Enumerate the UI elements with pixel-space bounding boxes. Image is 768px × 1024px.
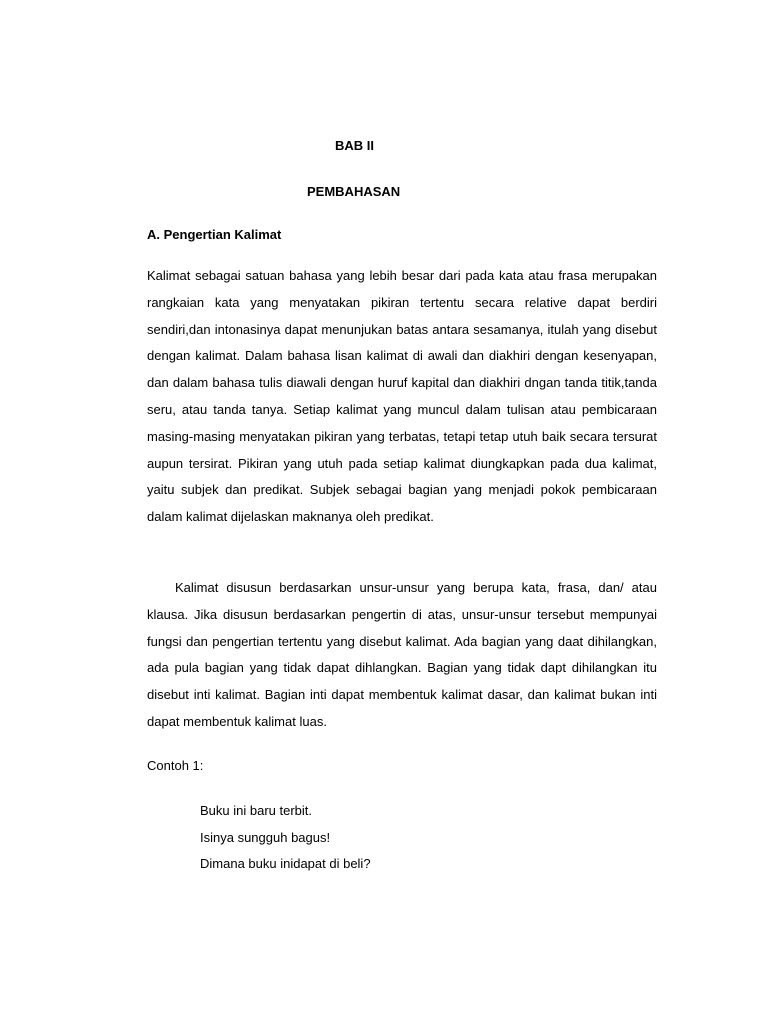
example-label: Contoh 1: bbox=[147, 758, 204, 773]
example-list bbox=[200, 802, 660, 882]
chapter-heading: BAB II bbox=[335, 138, 374, 153]
page-title: PEMBAHASAN bbox=[307, 184, 401, 199]
example-sentence: Dimana buku inidapat di beli? bbox=[200, 856, 371, 871]
paragraph-2: Kalimat disusun berdasarkan unsur-unsur yang berupa kata, frasa, dan/ atau klausa. Jika disusun berdasarkan pengertin di atas, unsur-unsur tersebut mempunyai fungsi dan pengertian tertentu yang disebut kalimat. Ada bagian yang daat dihilangkan, ada pula bagian yang tidak dapat dihlangkan. Bagian yang tidak dapt dihilangkan itu disebut inti kalimat. Bagian inti dapat membentuk kalimat dasar, dan kalimat bukan inti dapat membentuk kalimat luas. bbox=[147, 580, 657, 729]
paragraph-1: Kalimat sebagai satuan bahasa yang lebih besar dari pada kata atau frasa merupakan rangkaian kata yang menyatakan pikiran tertentu secara relative dapat berdiri sendiri,dan intonasinya dapat menunjukan batas antara sesamanya, itulah yang disebut dengan kalimat. Dalam bahasa lisan kalimat di awali dan diakhiri dengan kesenyapan, dan dalam bahasa tulis diawali dengan huruf kapital dan diakhiri dngan tanda titik,tanda seru, atau tanda tanya. Setiap kalimat yang muncul dalam tulisan atau pembicaraan masing-masing menyatakan pikiran yang terbatas, tetapi tetap utuh baik secara tersurat aupun tersirat. Pikiran yang utuh pada setiap kalimat diungkapkan pada dua kalimat, yaitu subjek dan predikat. Subjek sebagai bagian yang menjadi pokok pembicaraan dalam kalimat dijelaskan maknanya oleh predikat. bbox=[147, 268, 657, 525]
example-sentence: Isinya sungguh bagus! bbox=[200, 829, 331, 845]
example-sentence: Buku ini baru terbit. bbox=[200, 803, 313, 818]
section-heading: A. Pengertian Kalimat bbox=[147, 227, 282, 242]
